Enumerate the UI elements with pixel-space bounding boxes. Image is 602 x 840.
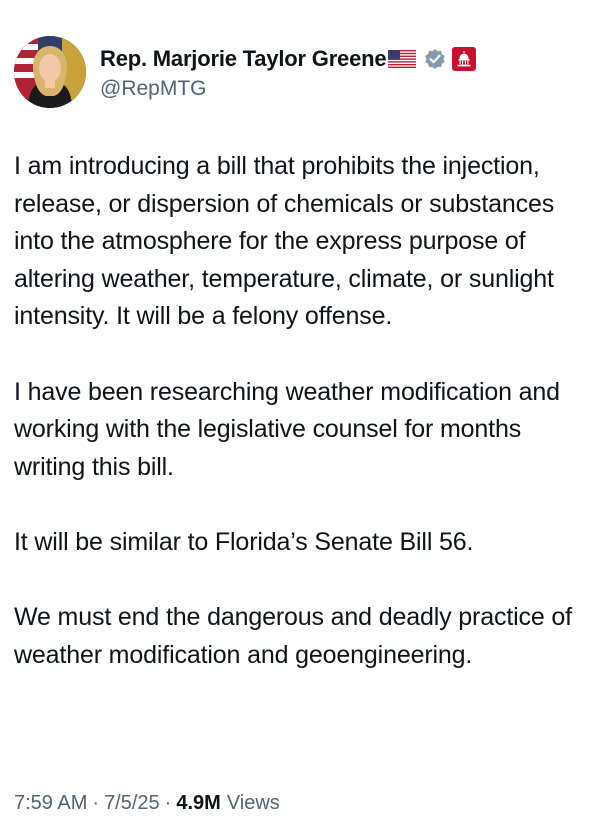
capitol-affiliation-icon[interactable] <box>452 47 476 71</box>
tweet-text <box>14 148 594 674</box>
tweet-paragraph-2: I have been researching weather modification and working with the legislative counsel for months writing this bill. <box>14 377 560 481</box>
verified-badge-icon[interactable] <box>424 48 446 70</box>
post-date[interactable]: 7/5/25 <box>104 792 160 814</box>
meta-separator: · <box>92 792 100 814</box>
views-label: Views <box>226 792 280 814</box>
us-flag-icon <box>388 50 416 68</box>
meta-separator-2: · <box>164 792 172 814</box>
views-count[interactable]: 4.9M <box>176 792 221 814</box>
identity <box>100 44 476 101</box>
tweet-meta <box>14 792 280 815</box>
tweet-header <box>14 36 476 108</box>
handle[interactable]: @RepMTG <box>100 76 207 100</box>
tweet-paragraph-3: It will be similar to Florida’s Senate Bill 56. <box>14 527 474 556</box>
avatar-image <box>14 36 86 108</box>
name-row <box>100 44 476 74</box>
tweet-paragraph-1: I am introducing a bill that prohibits the injection, release, or dispersion of chemicals or substances into the atmosphere for the express purpose of altering weather, temperature, climate, or sunlight intensity. It will be a felony offense. <box>14 152 555 331</box>
post-time[interactable]: 7:59 AM <box>14 792 88 814</box>
tweet-paragraph-4: We must end the dangerous and deadly practice of weather modification and geoengineering. <box>14 603 572 669</box>
display-name[interactable]: Rep. Marjorie Taylor Greene <box>100 45 387 71</box>
avatar[interactable] <box>14 36 86 108</box>
